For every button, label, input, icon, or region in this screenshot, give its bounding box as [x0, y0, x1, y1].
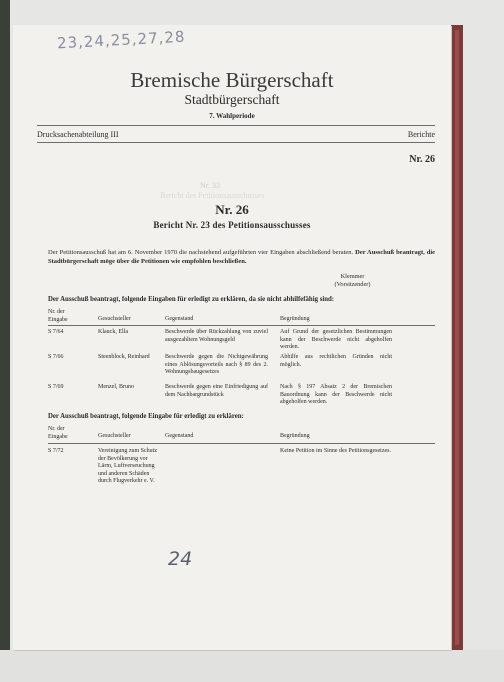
intro-paragraph [48, 249, 435, 266]
column-header-subject: Gegenstand [165, 433, 194, 439]
intro-text: Der Petitionsausschuß hat am 6. November 1970 die nachstehend aufgeführten vier Eingaben abschließend beraten. [48, 249, 354, 256]
column-header-reason: Begründung [280, 433, 310, 439]
row-1-reason: Auf Grund der gesetzlichen Bestimmungen kann der Beschwerde nicht abgeholfen werden. [280, 329, 392, 351]
intro-motion: Der Ausschuß beantragt, die Stadtbürgerschaft möge über die Petitionen wie empfohlen beschließen. [48, 249, 436, 265]
column-header-petitioner: Gesuchsteller [98, 316, 131, 322]
row-3-nr: S 7/69 [48, 384, 64, 390]
table-rule-1 [48, 325, 435, 326]
row-1-nr: S 7/64 [48, 329, 64, 335]
column-header-petitioner: Gesuchsteller [98, 433, 131, 439]
row-2-subject: Beschwerde gegen die Nichtgewährung eines Ablösungsvorteils nach § 89 des 2. Wohnungsbaugesetzes [165, 354, 268, 376]
column-header-nr-line1: Nr. der [48, 426, 65, 432]
column-header-reason: Begründung [280, 316, 310, 322]
row-1-petitioner: Klauck, Ella [98, 329, 128, 335]
row-3-petitioner: Menzel, Bruno [98, 384, 134, 390]
page-subtitle: Stadtbürgerschaft [184, 92, 280, 107]
row-4-reason: Keine Petition im Sinne des Petitionsgesetzes. [280, 448, 391, 454]
book-edge-inner [455, 30, 459, 645]
report-title: Bericht Nr. 23 des Petitionsausschusses [153, 220, 311, 230]
table-rule-2 [48, 443, 435, 444]
signature-block [300, 273, 405, 289]
row-2-nr: S 7/66 [48, 354, 64, 360]
row-1-subject: Beschwerde über Rückzahlung von zuviel ausgezahltem Wohnungsgeld [165, 329, 268, 343]
column-header-nr [48, 426, 68, 441]
row-4-petitioner: Vereinigung zum Schutz der Bevölkerung vor Lärm, Luftverseuchung und anderen Schäden durch Flugverkehr e. V. [98, 448, 157, 485]
page-title: Bremische Bürgerschaft [130, 68, 334, 92]
row-3-reason: Nach § 197 Absatz 2 der Bremischen Bauordnung kann der Beschwerde nicht abgeholfen werden. [280, 384, 392, 406]
row-4-nr: S 7/72 [48, 448, 64, 454]
pencil-annotation-bottom: 24 [168, 548, 193, 570]
column-header-nr-line2: Eingabe [48, 433, 68, 440]
report-number: Nr. 26 [215, 202, 249, 217]
pencil-annotation-top: 23,24,25,27,28 [56, 27, 186, 53]
signer-role: (Vorsitzender) [334, 281, 371, 288]
header-rule-bottom [37, 142, 435, 143]
column-header-nr-line1: Nr. der [48, 309, 65, 315]
row-2-reason: Abhilfe aus rechtlichen Gründen nicht möglich. [280, 354, 392, 368]
bleed-through-text: Bericht des Petitionsausschusses [160, 191, 265, 200]
section-heading-1: Der Ausschuß beantragt, folgende Eingaben für erledigt zu erklären, da sie nicht abhilfefähig sind: [48, 296, 335, 303]
signer-name: Klemmer [340, 273, 365, 280]
column-header-nr [48, 309, 68, 324]
row-2-petitioner: Steenblock, Reinhard [98, 354, 150, 360]
row-3-subject: Beschwerde gegen eine Einfriedigung auf dem Nachbargrundstück [165, 384, 268, 398]
legislative-period: 7. Wahlperiode [209, 112, 255, 120]
section-heading-2: Der Ausschuß beantragt, folgende Eingabe für erledigt zu erklären: [48, 413, 244, 420]
category-label: Berichte [407, 130, 435, 139]
book-binding [0, 0, 10, 682]
bleed-through-text: Nr. 33 [200, 181, 220, 190]
department-label: Drucksachenabteilung III [37, 130, 119, 139]
document-number-right: Nr. 26 [409, 154, 435, 165]
header-rule-top [37, 125, 435, 126]
scan-margin-bottom [0, 650, 504, 682]
column-header-nr-line2: Eingabe [48, 316, 68, 323]
column-header-subject: Gegenstand [165, 316, 194, 322]
